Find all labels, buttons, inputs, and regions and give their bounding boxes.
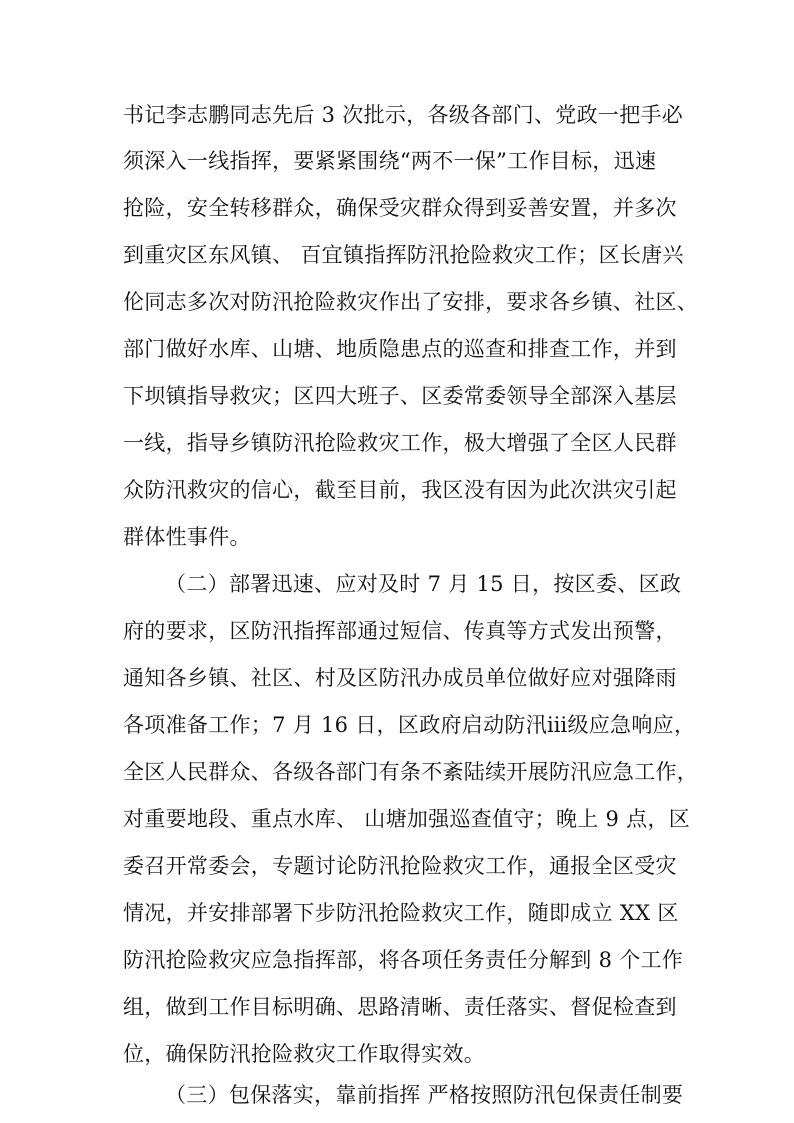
text-line: 各项准备工作；7 月 16 日，区政府启动防汛ⅲ级应急响应， — [123, 713, 696, 737]
text-line: 到重灾区东风镇、 百宜镇指挥防汛抢险救灾工作；区长唐兴 — [123, 243, 684, 267]
text-line: 通知各乡镇、社区、村及区防汛办成员单位做好应对强降雨 — [123, 666, 677, 690]
text-line: 委召开常委会，专题讨论防汛抢险救灾工作，通报全区受灾 — [123, 854, 677, 878]
text-line: 书记李志鹏同志先后 3 次批示，各级各部门、党政一把手必 — [123, 103, 684, 127]
text-line: 府的要求，区防汛指挥部通过短信、传真等方式发出预警， — [123, 619, 677, 643]
text-line: 部门做好水库、山塘、地质隐患点的巡查和排查工作，并到 — [123, 337, 677, 361]
text-line: 伦同志多次对防汛抢险救灾作出了安排，要求各乡镇、社区、 — [123, 290, 699, 314]
text-line: 组，做到工作目标明确、思路清晰、责任落实、督促检查到 — [123, 995, 677, 1019]
text-line: 一线，指导乡镇防汛抢险救灾工作，极大增强了全区人民群 — [123, 431, 677, 455]
text-line: 位，确保防汛抢险救灾工作取得实效。 — [123, 1042, 486, 1066]
section-heading-3: （三）包保落实，靠前指挥 严格按照防汛包保责任制要 — [165, 1083, 684, 1107]
text-line: 下坝镇指导救灾；区四大班子、区委常委领导全部深入基层 — [123, 384, 677, 408]
text-line: 全区人民群众、各级各部门有条不紊陆续开展防汛应急工作， — [123, 760, 699, 784]
text-line: 众防汛救灾的信心，截至目前，我区没有因为此次洪灾引起 — [123, 478, 677, 502]
text-line: 须深入一线指挥，要紧紧围绕“两不一保”工作目标，迅速 — [123, 149, 657, 173]
text-line: 群体性事件。 — [123, 525, 251, 549]
text-line: 防汛抢险救灾应急指挥部，将各项任务责任分解到 8 个工作 — [123, 948, 684, 972]
section-heading-2: （二）部署迅速、应对及时 7 月 15 日，按区委、区政 — [165, 572, 682, 596]
text-line: 情况，并安排部署下步防汛抢险救灾工作，随即成立 XX 区 — [123, 901, 679, 925]
text-line: 对重要地段、重点水库、 山塘加强巡查值守；晚上 9 点，区 — [123, 807, 691, 831]
text-line: 抢险，安全转移群众，确保受灾群众得到妥善安置，并多次 — [123, 196, 677, 220]
